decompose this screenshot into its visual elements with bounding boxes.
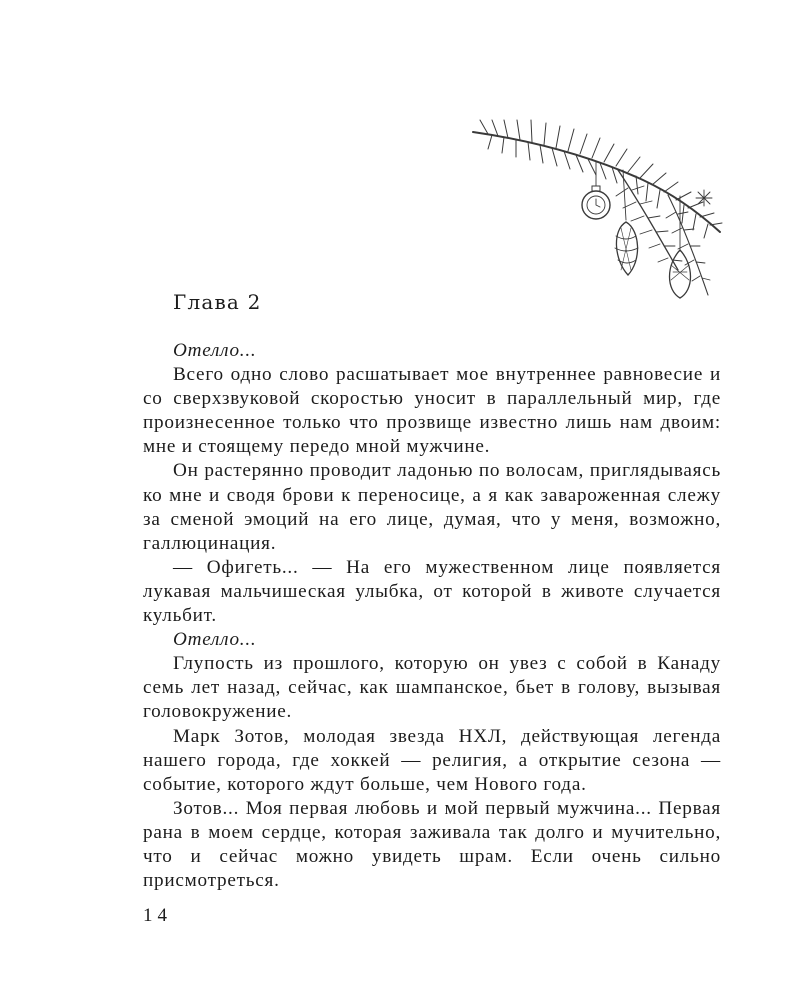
chapter-title: Глава 2 [173,290,262,314]
paragraph-past: Глупость из прошлого, которую он увез с собой в Канаду семь лет назад, сейчас, как шампанское, бьет в голову, вызывая головокружение. [143,653,721,723]
paragraph-first-love: Зотов... Моя первая любовь и мой первый мужчина... Первая рана в моем сердце, которая заживала так долго и мучительно, что и сейчас можно увидеть шрам. Если очень сильно присмотреться. [143,797,721,892]
fir-branch-icon [468,100,728,300]
body-text [143,339,721,893]
page-number: 14 [143,905,172,926]
paragraph-confused: Он растерянно проводит ладонью по волосам, приглядываясь ко мне и сводя брови к переносице, а я как завароженная слежу за сменой эмоций на его лице, думая, что у меня, возможно, галлюцинация. [143,460,721,554]
paragraph-dialogue: — Офигеть... — На его мужественном лице появляется лукавая мальчишеская улыбка, от которой в животе случается кульбит. [143,556,721,627]
paragraph-othello-2: Отелло... [173,629,257,651]
paragraph-mark-zotov: Марк Зотов, молодая звезда НХЛ, действующая легенда нашего города, где хоккей — религия, а открытие сезона — событие, которого ждут больше, чем Нового года. [143,725,721,795]
paragraph-one-word: Всего одно слово расшатывает мое внутреннее равновесие и со сверхзвуковой скоростью уносит в параллельный мир, где произнесенное только что прозвище известно лишь нам двоим: мне и стоящему передо мной мужчине. [143,364,721,458]
paragraph-othello-1: Отелло... [173,340,257,361]
